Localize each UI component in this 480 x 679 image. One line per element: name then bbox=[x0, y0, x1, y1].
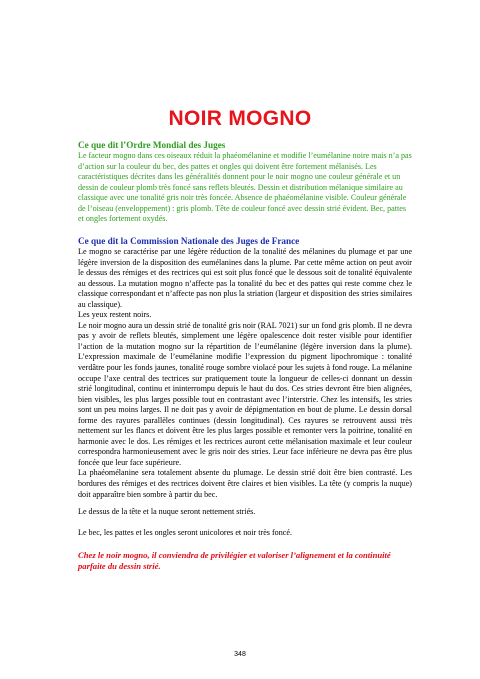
conclusion-text: Chez le noir mogno, il conviendra de privilégier et valoriser l’alignement et la continuité parfaite du dessin strié. bbox=[78, 550, 391, 571]
commission-paragraph-3: Le noir mogno aura un dessin strié de tonalité gris noir (RAL 7021) sur un fond gris plomb. Il ne devra pas y avoir de reflets bleutés, simplement une légère opalescence doit rester visible pour identifier l’action de la mutation mogno sur la répartition de l’eumélanine (légère inversion dans la plume). L’expression maximale de l’eumélanine modifie l’expression du pigment lipochromique : tonalité verdâtre pour les fonds jaunes, tonalité rouge sombre violacé pour les sujets à fond rouge. La mélanine occupe l’axe central des tectrices sur pratiquement toute la longueur de celles-ci donnant un dessin strié longitudinal, continu et ininterrompu depuis le haut du dos. Ces stries devront être bien alignées, bien visibles, les plus larges possible tout en contrastant avec l’interstrie. Chez les intensifs, les stries sont un peu moins larges. Il ne doit pas y avoir de dépigmentation en bout de plume. Le dessin dorsal forme des rayures parallèles continues (dessin longitudinal). Ces rayures se retrouvent aussi très nettement sur les flancs et doivent être les plus larges possible et remonter vers la poitrine, tonalité en harmonie avec le dos. Les rémiges et les rectrices auront cette mélanisation maximale et leur couleur correspondra harmonieusement avec le gris noir des stries. Leur face inférieure ne devra pas être plus foncée que leur face supérieure. bbox=[78, 320, 412, 467]
note-head-striation: Le dessus de la tête et la nuque seront nettement striés. bbox=[78, 507, 256, 516]
section-notes bbox=[78, 507, 412, 538]
section-commission-nationale bbox=[78, 236, 412, 500]
section-heading-commission: Ce que dit la Commission Nationale des Juges de France bbox=[78, 236, 300, 246]
section-heading-ordre-mondial: Ce que dit l’Ordre Mondial des Juges bbox=[78, 140, 226, 150]
note-beak-color: Le bec, les pattes et les ongles seront unicolores et noir très foncé. bbox=[78, 527, 292, 537]
section-text-ordre-mondial: Le facteur mogno dans ces oiseaux réduit la phaéomélanine et modifie l’eumélanine noire mais n’a pas d’action sur la couleur du bec, des pattes et ongles qui doivent être fortement mélanisés. Les caractéristiques décrites dans les généralités donnent pour le noir mogno une couleur générale et un dessin de couleur plomb très foncé sans reflets bleutés. Dessin et distribution mélanique similaire au classique avec une tonalité gris noir très foncée. Absence de phaéomélanine visible. Couleur générale de l’oiseau (enveloppement) : gris plomb. Tête de couleur foncé avec dessin strié évident. Bec, pattes et ongles fortement oxydés. bbox=[78, 151, 412, 224]
section-conclusion bbox=[78, 550, 412, 572]
page-number: 348 bbox=[234, 651, 246, 658]
commission-paragraph-4: La phaéomélanine sera totalement absente du plumage. Le dessin strié doit être bien contrasté. Les bordures des rémiges et des rectrices doivent être claires et bien visibles. La tête (y compris la nuque) doit apparaître bien sombre à partir du bec. bbox=[78, 468, 412, 499]
section-ordre-mondial bbox=[78, 140, 412, 225]
commission-paragraph-2: Les yeux restent noirs. bbox=[78, 310, 152, 320]
commission-paragraph-1: Le mogno se caractérise par une légère réduction de la tonalité des mélanines du plumage et par une légère inversion de la disposition des eumélanines dans la plume. Par cette même action on peut avoir le dessus des rémiges et des rectrices qui est soit plus foncé que le dessous soit de tonalité équivalente au dessous. La mutation mogno n’affecte pas la tonalité du bec et des pattes qui reste comme chez le classique correspondant et n’affecte pas non plus la striation (largeur et disposition des stries similaires au classique). bbox=[78, 247, 412, 309]
page-title: NOIR MOGNO bbox=[168, 107, 312, 130]
